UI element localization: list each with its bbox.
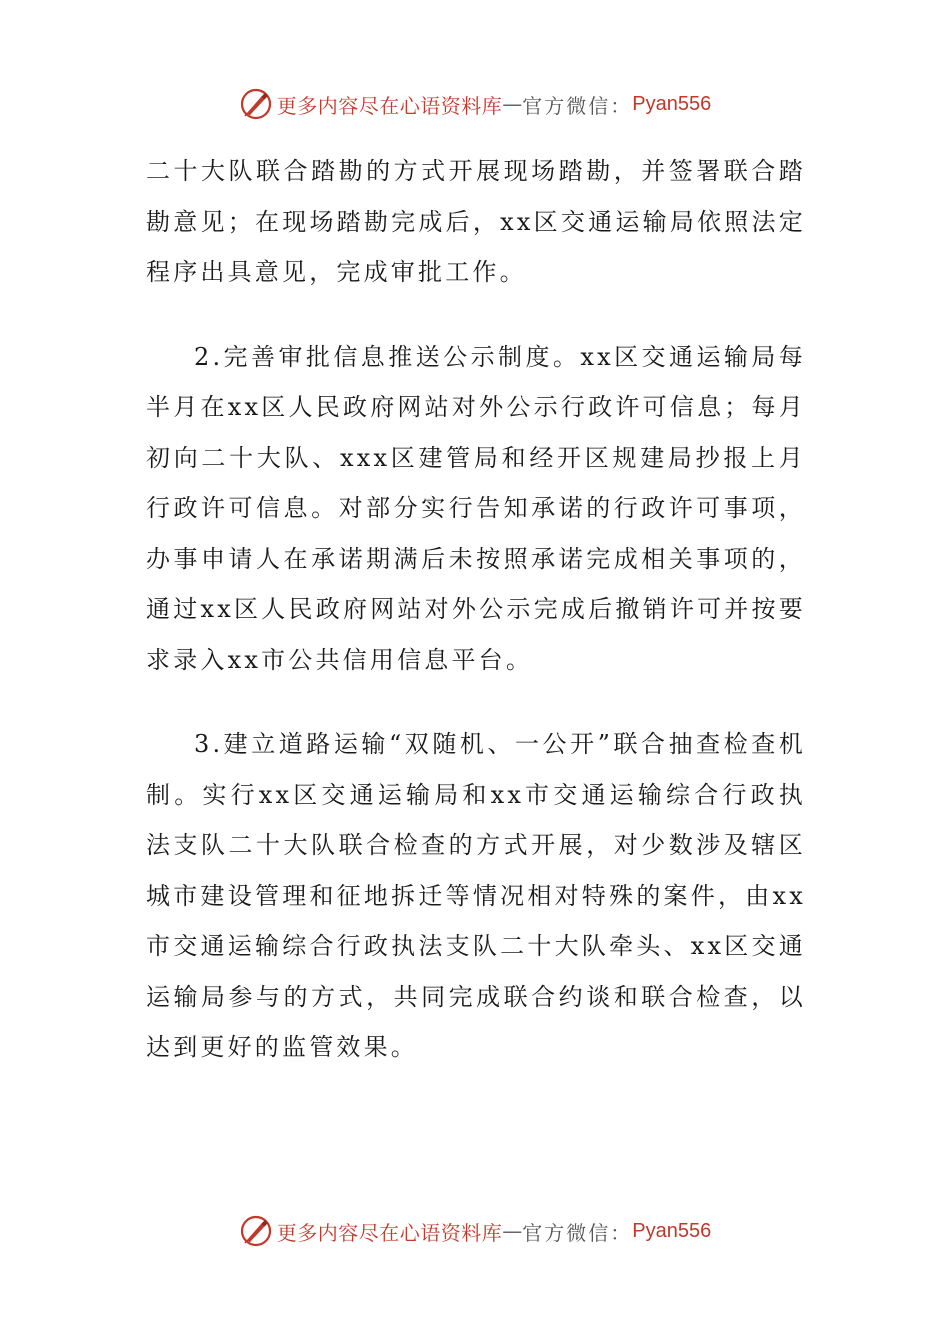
pen-logo-icon bbox=[239, 1214, 273, 1248]
paragraph-item-2: 2.完善审批信息推送公示制度。xx区交通运输局每半月在xx区人民政府网站对外公示行政许可信息；每月初向二十大队、xxx区建管局和经开区规建局抄报上月行政许可信息。对部分实行告知承诺的行政许可事项，办事申请人在承诺期满后未按照承诺完成相关事项的，通过xx区人民政府网站对外公示完成后撤销许可并按要求录入xx市公共信用信息平台。 bbox=[146, 342, 806, 674]
banner-separator: — bbox=[502, 1219, 523, 1243]
promo-text: 更多内容尽在心语资料库 bbox=[276, 1220, 503, 1245]
footer-banner bbox=[0, 1211, 950, 1251]
document-body bbox=[146, 146, 806, 1073]
banner-separator: — bbox=[502, 92, 523, 116]
header-banner bbox=[0, 84, 950, 124]
paragraph-continuation: 二十大队联合踏勘的方式开展现场踏勘，并签署联合踏勘意见；在现场踏勘完成后，xx区交通运输局依照法定程序出具意见，完成审批工作。 bbox=[146, 157, 806, 286]
wechat-label: 官方微信： bbox=[522, 1220, 633, 1245]
wechat-label: 官方微信： bbox=[522, 93, 633, 118]
wechat-id: Pyan556 bbox=[632, 92, 712, 115]
pen-logo-icon bbox=[239, 87, 273, 121]
wechat-id: Pyan556 bbox=[632, 1219, 712, 1242]
paragraph-item-3: 3.建立道路运输“双随机、一公开”联合抽查检查机制。实行xx区交通运输局和xx市交通运输综合行政执法支队二十大队联合检查的方式开展，对少数涉及辖区城市建设管理和征地拆迁等情况相对特殊的案件，由xx市交通运输综合行政执法支队二十大队牵头、xx区交通运输局参与的方式，共同完成联合约谈和联合检查，以达到更好的监管效果。 bbox=[146, 730, 806, 1061]
promo-text: 更多内容尽在心语资料库 bbox=[276, 93, 503, 118]
